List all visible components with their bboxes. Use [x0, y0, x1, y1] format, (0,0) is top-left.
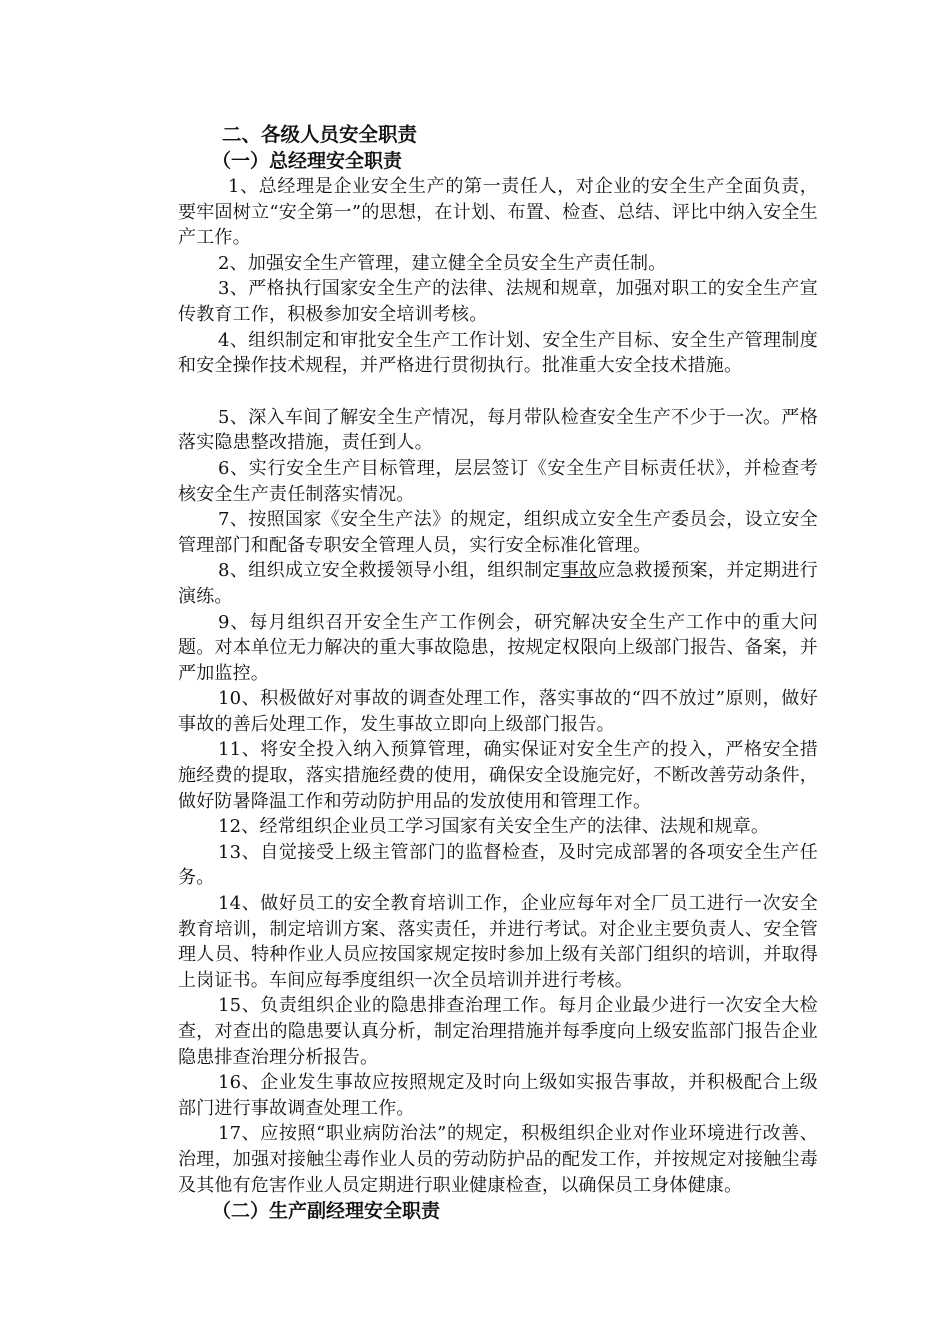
duty-item-7: 7、按照国家《安全生产法》的规定，组织成立安全生产委员会，设立安全管理部门和配备专职安全管理人员，实行安全标准化管理。: [178, 509, 818, 556]
duty-item-17: 17、应按照“职业病防治法”的规定，积极组织企业对作业环境进行改善、治理，加强对接触尘毒作业人员的劳动防护品的配发工作，并按规定对接触尘毒及其他有危害作业人员定期进行职业健康检查，以确保员工身体健康。: [178, 1123, 818, 1196]
duty-item-14: 14、做好员工的安全教育培训工作，企业应每年对全厂员工进行一次安全教育培训，制定培训方案、落实责任，并进行考试。对企业主要负责人、安全管理人员、特种作业人员应按国家规定按时参加上级有关部门组织的培训，并取得上岗证书。车间应每季度组织一次全员培训并进行考核。: [178, 893, 818, 991]
document-body: [178, 122, 818, 1224]
duty-item-8-part-1: 8、组织成立安全救援领导小组，组织制定: [218, 560, 561, 582]
duty-item-12: 12、经常组织企业员工学习国家有关安全生产的法律、法规和规章。: [218, 816, 770, 838]
section-title: 二、各级人员安全职责: [222, 123, 418, 146]
duty-item-8-underlined: 事故: [560, 560, 598, 582]
duty-item-13: 13、自觉接受上级主管部门的监督检查，及时完成部署的各项安全生产任务。: [178, 841, 818, 889]
duty-item-4: 4、组织制定和审批安全生产工作计划、安全生产目标、安全生产管理制度和安全操作技术规程，并严格进行贯彻执行。批准重大安全技术措施。: [178, 329, 818, 377]
duty-item-8: [178, 558, 818, 609]
duty-item-5: 5、深入车间了解安全生产情况，每月带队检查安全生产不少于一次。严格落实隐患整改措施，责任到人。: [178, 406, 818, 454]
blank-line: [178, 379, 818, 405]
duty-item-10: 10、积极做好对事故的调查处理工作，落实事故的“四不放过”原则，做好事故的善后处理工作，发生事故立即向上级部门报告。: [178, 688, 818, 735]
duty-item-6: 6、实行安全生产目标管理，层层签订《安全生产目标责任状》，并检查考核安全生产责任制落实情况。: [178, 457, 818, 505]
duty-item-11: 11、将安全投入纳入预算管理，确实保证对安全生产的投入，严格安全措施经费的提取，落实措施经费的使用，确保安全设施完好，不断改善劳动条件，做好防暑降温工作和劳动防护用品的发放使用和管理工作。: [178, 739, 818, 812]
duty-item-9: 9、每月组织召开安全生产工作例会，研究解决安全生产工作中的重大问题。对本单位无力解决的重大事故隐患，按规定权限向上级部门报告、备案，并严加监控。: [178, 611, 818, 684]
duty-item-2: 2、加强安全生产管理，建立健全全员安全生产责任制。: [218, 252, 667, 274]
subsection-title-general-manager: （一）总经理安全职责: [212, 150, 403, 172]
duty-item-16: 16、企业发生事故应按照规定及时向上级如实报告事故，并积极配合上级部门进行事故调查处理工作。: [178, 1072, 818, 1119]
duty-item-15: 15、负责组织企业的隐患排查治理工作。每月企业最少进行一次安全大检查，对查出的隐患要认真分析，制定治理措施并每季度向上级安监部门报告企业隐患排查治理分析报告。: [178, 995, 818, 1068]
duty-item-3: 3、严格执行国家安全生产的法律、法规和规章，加强对职工的安全生产宣传教育工作，积极参加安全培训考核。: [178, 278, 818, 325]
duty-item-8-part-2: 应急救援预案，并定期进行演练。: [178, 560, 818, 607]
subsection-title-production-deputy: （二）生产副经理安全职责: [212, 1200, 441, 1223]
duty-item-1: 1、总经理是企业安全生产的第一责任人，对企业的安全生产全面负责，要牢固树立“安全第一”的思想，在计划、布置、检查、总结、评比中纳入安全生产工作。: [178, 176, 818, 249]
